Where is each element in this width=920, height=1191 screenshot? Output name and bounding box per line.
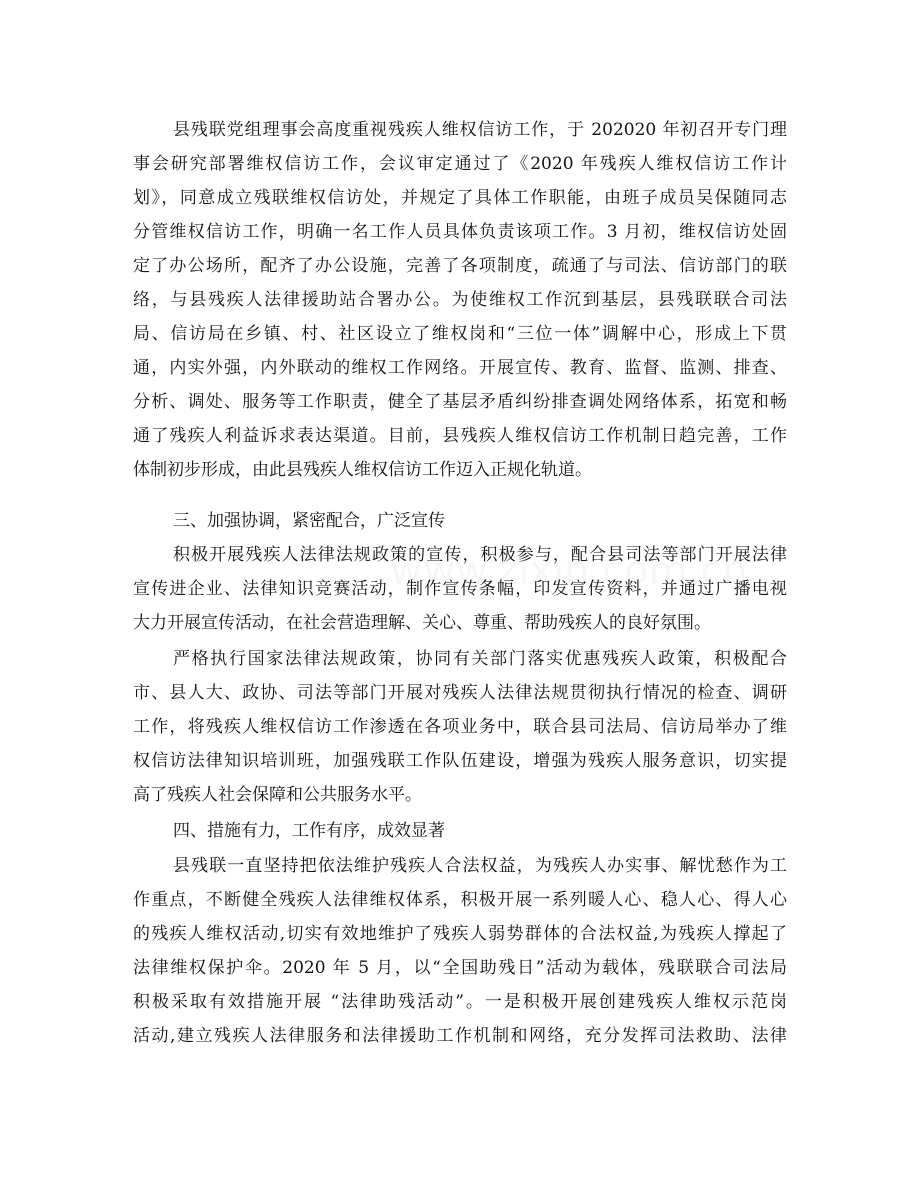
paragraph-line: 作重点，不断健全残疾人法律维权体系，积极开展一系列暖人心、稳人心、得人心	[133, 890, 787, 910]
paragraph-line: 通了残疾人利益诉求表达渠道。目前，县残疾人维权信访工作机制日趋完善，工作	[133, 426, 787, 446]
paragraph-line: 严格执行国家法律法规政策，协同有关部门落实优惠残疾人政策，积极配合	[173, 649, 787, 669]
paragraph-line: 局、信访局在乡镇、村、社区设立了维权岗和“三位一体”调解中心，形成上下贯	[133, 324, 787, 344]
paragraph-line: 定了办公场所，配齐了办公设施，完善了各项制度，疏通了与司法、信访部门的联	[133, 256, 787, 276]
paragraph-line: 事会研究部署维权信访工作，会议审定通过了《2020 年残疾人维权信访工作计	[133, 154, 787, 174]
section-heading: 四、措施有力，工作有序，成效显著	[173, 821, 445, 841]
paragraph-line: 县残联党组理事会高度重视残疾人维权信访工作，于 202020 年初召开专门理	[173, 120, 787, 140]
paragraph-line: 络，与县残疾人法律援助站合署办公。为使维权工作沉到基层，县残联联合司法	[133, 290, 787, 310]
paragraph-line: 法律维权保护伞。2020 年 5 月，以“全国助残日”活动为载体，残联联合司法局	[133, 958, 787, 978]
paragraph-line: 宣传进企业、法律知识竞赛活动，制作宣传条幅，印发宣传资料，并通过广播电视	[133, 579, 787, 599]
paragraph-line: 分析、调处、服务等工作职责，健全了基层矛盾纠纷排查调处网络体系，拓宽和畅	[133, 392, 787, 412]
paragraph-line: 划》，同意成立残联维权信访处，并规定了具体工作职能，由班子成员吴保随同志	[133, 188, 787, 208]
paragraph-line: 市、县人大、政协、司法等部门开展对残疾人法律法规贯彻执行情况的检查、调研	[133, 683, 787, 703]
paragraph-line: 县残联一直坚持把依法维护残疾人合法权益，为残疾人办实事、解忧愁作为工	[173, 856, 787, 876]
paragraph-line: 分管维权信访工作，明确一名工作人员具体负责该项工作。3 月初，维权信访处固	[133, 222, 787, 242]
paragraph-line: 通，内实外强，内外联动的维权工作网络。开展宣传、教育、监督、监测、排查、	[133, 358, 787, 378]
paragraph-line: 大力开展宣传活动，在社会营造理解、关心、尊重、帮助残疾人的良好氛围。	[133, 613, 711, 633]
paragraph-line: 高了残疾人社会保障和公共服务水平。	[133, 785, 422, 805]
paragraph-line: 积极采取有效措施开展 “法律助残活动”。一是积极开展创建残疾人维权示范岗	[133, 992, 787, 1012]
paragraph-line: 权信访法律知识培训班，加强残联工作队伍建设，增强为残疾人服务意识，切实提	[133, 751, 787, 771]
paragraph-line: 体制初步形成，由此县残疾人维权信访工作迈入正规化轨道。	[133, 460, 592, 480]
paragraph-line: 的残疾人维权活动,切实有效地维护了残疾人弱势群体的合法权益,为残疾人撑起了	[133, 924, 787, 944]
paragraph-line: 积极开展残疾人法律法规政策的宣传，积极参与，配合县司法等部门开展法律	[173, 545, 787, 565]
paragraph-line: 工作，将残疾人维权信访工作渗透在各项业务中，联合县司法局、信访局举办了维	[133, 717, 787, 737]
paragraph-line: 活动,建立残疾人法律服务和法律援助工作机制和网络，充分发挥司法救助、法律	[133, 1026, 787, 1046]
section-heading: 三、加强协调，紧密配合，广泛宣传	[173, 511, 445, 531]
